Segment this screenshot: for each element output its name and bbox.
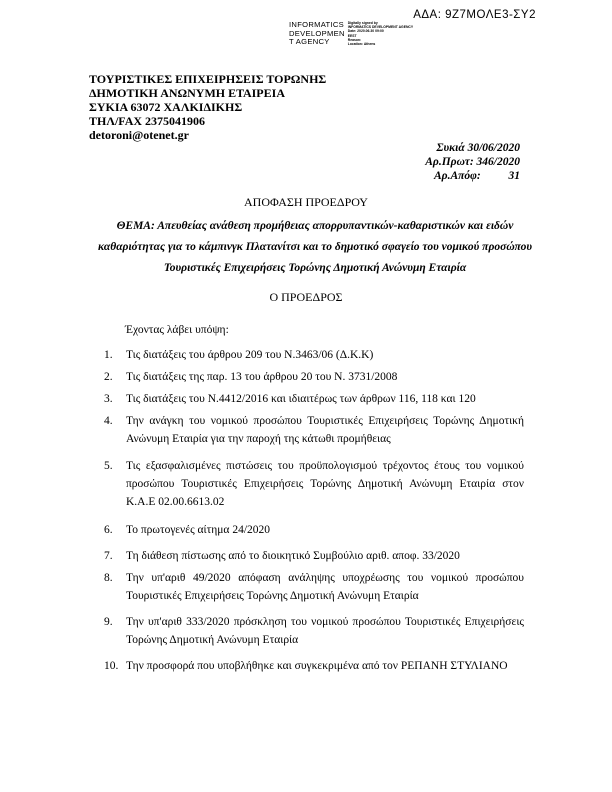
item-text: Τις διατάξεις του άρθρου 209 του Ν.3463/06 (Δ.Κ.Κ) <box>126 349 374 361</box>
item-number: 8. <box>104 572 113 584</box>
document-title: ΑΠΟΦΑΣΗ ΠΡΟΕΔΡΟΥ <box>244 195 368 209</box>
sender-block <box>89 72 326 142</box>
document-subject: ΘΕΜΑ: Απευθείας ανάθεση προμήθειας απορρυπαντικών-καθαριστικών και ειδών καθαριότητας για το κάμπινγκ Πλατανίτσι και το δημοτικό σφαγείο του νομικού προσώπου Τουριστικές Επιχειρήσεις Τορώνης Δημοτική Ανώνυμη Εταιρία <box>97 220 532 274</box>
item-number: 6. <box>104 524 113 536</box>
decision-number-row <box>425 169 520 183</box>
item-number: 1. <box>104 349 113 361</box>
item-text: Τις εξασφαλισμένες πιστώσεις του προϋπολογισμού τρέχοντος έτους του νομικού προσώπου Τουριστικές Επιχειρήσεις Τορώνης Δημοτική Ανώνυμη Εταιρία στον Κ.Α.Ε 02.00.6613.02 <box>126 460 524 508</box>
list-item <box>104 346 524 364</box>
list-item <box>104 569 524 605</box>
list-item <box>104 547 524 565</box>
place-date: Συκιά 30/06/2020 <box>436 142 520 154</box>
stamp-detail-line: Location: Athens <box>347 42 376 47</box>
decision-number: 31 <box>508 170 520 182</box>
reference-block <box>425 141 520 183</box>
considerations-intro: Έχοντας λάβει υπόψη: <box>125 324 229 336</box>
item-text: Την υπ'αριθ 49/2020 απόφαση ανάληψης υποχρέωσης του νομικού προσώπου Τουριστικές Επιχειρήσεις Τορώνης Δημοτική Ανώνυμη Εταιρία <box>126 572 524 602</box>
list-item <box>104 390 524 408</box>
list-item <box>104 368 524 386</box>
item-text: Το πρωτογενές αίτημα 24/2020 <box>126 524 271 536</box>
sender-line: ΔΗΜΟΤΙΚΗ ΑΝΩΝΥΜΗ ΕΤΑΙΡΕΙΑ <box>89 86 285 100</box>
item-number: 7. <box>104 550 113 562</box>
stamp-line: DEVELOPMEN <box>289 28 345 38</box>
stamp-detail-line: INFORMATICS DEVELOPMENT AGENCY <box>347 25 414 30</box>
item-text: Την ανάγκη του νομικού προσώπου Τουριστικές Επιχειρήσεις Τορώνης Δημοτική Ανώνυμη Εταιρία για την παροχή της κάτωθι προμήθειας <box>126 415 524 445</box>
list-item <box>104 457 524 511</box>
digital-signature-stamp <box>289 21 428 47</box>
item-number: 4. <box>104 415 113 427</box>
stamp-detail-line: EEST <box>347 33 357 38</box>
item-text: Την υπ'αριθ 333/2020 πρόσκληση του νομικού προσώπου Τουριστικές Επιχειρήσεις Τορώνης Δημοτική Ανώνυμη Εταιρία <box>126 616 524 646</box>
stamp-line: INFORMATICS <box>289 20 345 29</box>
item-text: Τη διάθεση πίστωσης από το διοικητικό Συμβούλιο αριθ. αποφ. 33/2020 <box>126 550 460 562</box>
item-number: 9. <box>104 616 113 628</box>
list-item <box>104 412 524 448</box>
item-text: Τις διατάξεις του Ν.4412/2016 και ιδιαιτέρως των άρθρων 116, 118 και 120 <box>126 393 476 405</box>
chair-heading: Ο ΠΡΟΕΔΡΟΣ <box>269 290 343 304</box>
item-number: 10. <box>104 660 119 672</box>
item-text: Την προσφορά που υποβλήθηκε και συγκεκριμένα από τον ΡΕΠΑΝΗ ΣΤΥΛΙΑΝΟ <box>126 660 508 672</box>
stamp-details <box>348 21 428 47</box>
item-number: 5. <box>104 460 113 472</box>
list-item <box>104 521 524 539</box>
list-item <box>104 657 524 675</box>
considerations-list <box>104 346 524 675</box>
stamp-detail-line: Date: 2020.06.30 09:00 <box>347 29 384 34</box>
sender-line: ΤΗΛ/FAX 2375041906 <box>89 114 206 128</box>
item-text: Τις διατάξεις της παρ. 13 του άρθρου 20 του Ν. 3731/2008 <box>126 371 398 383</box>
item-number: 2. <box>104 371 113 383</box>
protocol-number: Αρ.Πρωτ: 346/2020 <box>425 156 520 168</box>
ada-code: ΑΔΑ: 9Ζ7ΜΟΛΕ3-ΣΥ2 <box>413 9 536 21</box>
stamp-agency-name <box>289 21 345 47</box>
sender-email: detoroni@otenet.gr <box>89 128 189 142</box>
sender-line: ΣΥΚΙΑ 63072 ΧΑΛΚΙΔΙΚΗΣ <box>89 100 243 114</box>
decision-label: Αρ.Απόφ: <box>434 170 481 182</box>
item-number: 3. <box>104 393 113 405</box>
sender-line: ΤΟΥΡΙΣΤΙΚΕΣ ΕΠΙΧΕΙΡΗΣΕΙΣ ΤΟΡΩΝΗΣ <box>89 72 327 86</box>
stamp-line: T AGENCY <box>289 37 330 47</box>
list-item <box>104 613 524 649</box>
stamp-detail-line: Reason: <box>347 37 362 42</box>
stamp-detail-line: Digitally signed by <box>347 21 378 25</box>
